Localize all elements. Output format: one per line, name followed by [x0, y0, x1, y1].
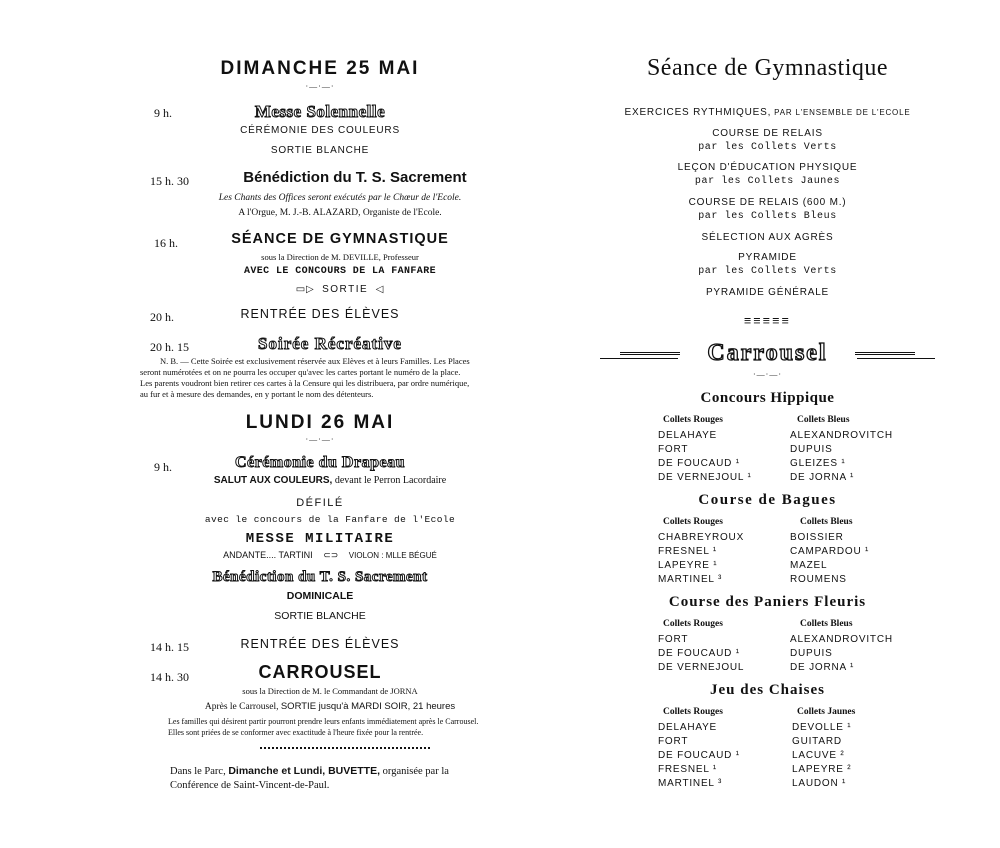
gym-item-sub: par les Collets Verts [698, 142, 837, 153]
event-line: Les Chants des Offices seront exécutés par le Chœur de l'Ecole. [218, 193, 462, 203]
team-head-right: Collets Jaunes [797, 707, 856, 717]
ornament: ·—·—· [305, 435, 335, 444]
event-line: Elles sont priées de se conformer avec exactitude à l'heure fixée pour la rentrée. [168, 728, 424, 737]
gym-item-title: SÉLECTION AUX AGRÈS [701, 232, 834, 243]
buvette-line [170, 765, 449, 777]
event-title: SÉANCE DE GYMNASTIQUE [231, 231, 449, 247]
competition-title: Course de Bagues [698, 492, 837, 508]
event-title: Bénédiction du T. S. Sacrement [212, 569, 428, 585]
event-time: 14 h. 30 [150, 670, 189, 684]
team-head-left: Collets Rouges [663, 517, 723, 527]
event-line: SORTIE BLANCHE [270, 145, 370, 156]
list-item: LAPEYRE ¹ [658, 560, 718, 571]
gym-item-title: PYRAMIDE GÉNÉRALE [705, 287, 830, 298]
buvette-text: organisée par la [380, 766, 449, 777]
list-item: GUITARD [792, 736, 842, 747]
gym-title: Séance de Gymnastique [646, 55, 889, 81]
team-head-left: Collets Rouges [663, 619, 723, 629]
list-item: FORT [658, 634, 689, 645]
list-item: DUPUIS [790, 648, 833, 659]
event-line-strong: SALUT AUX COULEURS, [213, 475, 333, 486]
note-line: seront numérotées et on ne pourra les occuper qu'avec les cartes portant le numéro de la place. [140, 367, 461, 377]
list-item: BOISSIER [790, 532, 844, 543]
event-time: 16 h. [154, 236, 178, 250]
note-line: au fur et à mesure des demandes, en y portant le nom des détenteurs. [140, 389, 374, 399]
list-item: ALEXANDROVITCH [790, 634, 893, 645]
list-item: DE JORNA ¹ [790, 472, 855, 483]
event-title: Cérémonie du Drapeau [235, 454, 405, 471]
messe-militaire-title: MESSE MILITAIRE [245, 531, 395, 547]
competition-title: Jeu des Chaises [709, 682, 825, 698]
event-title: CARROUSEL [258, 662, 382, 682]
event-title: RENTRÉE DES ÉLÈVES [240, 637, 400, 651]
team-head-right: Collets Bleus [797, 415, 850, 425]
gym-item-title: COURSE DE RELAIS [712, 128, 823, 139]
event-line: SORTIE BLANCHE [274, 610, 366, 622]
event-time: 20 h. 15 [150, 340, 189, 354]
event-time: 9 h. [154, 460, 172, 474]
ornament: ·—·—· [305, 82, 335, 91]
event-title: Soirée Récréative [258, 334, 402, 353]
event-line [160, 475, 500, 486]
list-item: FRESNEL ¹ [658, 764, 718, 775]
arrow-right-icon: ▭▷ [295, 284, 315, 295]
note-line: N. B. — Cette Soirée est exclusivement réservée aux Elèves et à leurs Familles. Les Places [160, 356, 470, 366]
list-item: DELAHAYE [658, 722, 718, 733]
event-line: CÉRÉMONIE DES COULEURS [240, 125, 400, 136]
gym-item [600, 107, 935, 118]
competition-title: Course des Paniers Fleuris [668, 594, 867, 610]
ornament: ≡≡≡≡≡ [743, 313, 792, 328]
list-item: DE FOUCAUD ¹ [658, 648, 740, 659]
event-line: AVEC LE CONCOURS DE LA FANFARE [243, 266, 437, 277]
event-line: Les familles qui désirent partir pourront prendre leurs enfants immédiatement après le Carrousel. [168, 717, 479, 726]
list-item: LAPEYRE ² [792, 764, 852, 775]
list-item: GLEIZES ¹ [790, 458, 846, 469]
event-line: sous la Direction de M. DEVILLE, Professeur [261, 252, 419, 262]
list-item: DEVOLLE ¹ [792, 722, 852, 733]
gym-item-title: EXERCICES RYTHMIQUES, [624, 107, 772, 118]
team-head-right: Collets Bleus [800, 619, 853, 629]
event-line-rest: Après le Carrousel, [204, 702, 281, 712]
note-line: Les parents voudront bien retirer ces cartes à la Censure qui les distribuera, par ordre numérique, [140, 378, 470, 388]
gym-item-sub: par les Collets Bleus [698, 211, 837, 222]
gym-item-title: COURSE DE RELAIS (600 M.) [688, 197, 847, 208]
list-item: DUPUIS [790, 444, 833, 455]
list-item: FORT [658, 444, 689, 455]
event-time: 14 h. 15 [150, 640, 189, 654]
list-item: CHABREYROUX [658, 532, 745, 543]
messe-music-line [160, 550, 500, 561]
violon-text: VIOLON : MLLE BÉGUÉ [348, 551, 437, 560]
list-item: DE VERNEJOUL [658, 662, 745, 673]
event-time: 15 h. 30 [150, 174, 189, 188]
gym-item-title: LEÇON D'ÉDUCATION PHYSIQUE [677, 162, 858, 173]
event-title: RENTRÉE DES ÉLÈVES [240, 307, 400, 321]
list-item: DE JORNA ¹ [790, 662, 855, 673]
list-item: FRESNEL ¹ [658, 546, 718, 557]
list-item: MARTINEL ³ [658, 574, 723, 585]
gym-item-sub: PAR L'ENSEMBLE DE L'ECOLE [771, 108, 911, 117]
team-head-right: Collets Bleus [800, 517, 853, 527]
event-line: DÉFILÉ [296, 497, 344, 509]
andante-text: ANDANTE.... TARTINI [223, 550, 313, 560]
gym-item-sub: par les Collets Verts [698, 266, 837, 277]
team-head-left: Collets Rouges [663, 707, 723, 717]
event-line-strong: SORTIE jusqu'à MARDI SOIR, 21 heures [280, 701, 456, 712]
competition-title: Concours Hippique [700, 390, 835, 406]
dotted-divider [260, 747, 430, 749]
event-title: Bénédiction du T. S. Sacrement [243, 169, 467, 186]
arrow-left-icon: ◁ [375, 284, 385, 295]
event-line-rest: devant le Perron Lacordaire [332, 475, 447, 486]
buvette-text: Dans le Parc, [170, 766, 229, 777]
event-line: avec le concours de la Fanfare de l'Ecole [204, 514, 456, 525]
carrousel-title: Carrousel [707, 340, 828, 366]
event-time: 20 h. [150, 310, 174, 324]
ornament: ·—·—· [753, 370, 782, 379]
gym-item-title: PYRAMIDE [738, 252, 797, 263]
buvette-strong: Dimanche et Lundi, BUVETTE, [228, 765, 381, 777]
event-title: Messe Solennelle [254, 102, 386, 121]
event-line: sous la Direction de M. le Commandant de JORNA [242, 686, 418, 696]
list-item: DE FOUCAUD ¹ [658, 750, 740, 761]
event-line: SORTIE [322, 284, 369, 295]
event-line [160, 701, 500, 712]
list-item: ALEXANDROVITCH [790, 430, 893, 441]
list-item: CAMPARDOU ¹ [790, 546, 870, 557]
list-item: MARTINEL ³ [658, 778, 723, 789]
list-item: FORT [658, 736, 689, 747]
list-item: LACUVE ² [792, 750, 845, 761]
list-item: MAZEL [790, 560, 828, 571]
sunday-heading: DIMANCHE 25 MAI [220, 58, 420, 79]
monday-heading: LUNDI 26 MAI [245, 412, 395, 433]
event-line: A l'Orgue, M. J.-B. ALAZARD, Organiste de l'Ecole. [238, 208, 442, 218]
event-time: 9 h. [154, 106, 172, 120]
separator-icon: ⊂⊃ [323, 550, 339, 560]
list-item: DELAHAYE [658, 430, 718, 441]
list-item: DE VERNEJOUL ¹ [658, 472, 752, 483]
buvette-line: Conférence de Saint-Vincent-de-Paul. [170, 780, 330, 791]
list-item: LAUDON ¹ [792, 778, 847, 789]
gym-item-sub: par les Collets Jaunes [694, 176, 841, 187]
list-item: DE FOUCAUD ¹ [658, 458, 740, 469]
list-item: ROUMENS [790, 574, 847, 585]
sortie-line [180, 284, 500, 295]
team-head-left: Collets Rouges [663, 415, 723, 425]
event-line: DOMINICALE [286, 590, 354, 602]
